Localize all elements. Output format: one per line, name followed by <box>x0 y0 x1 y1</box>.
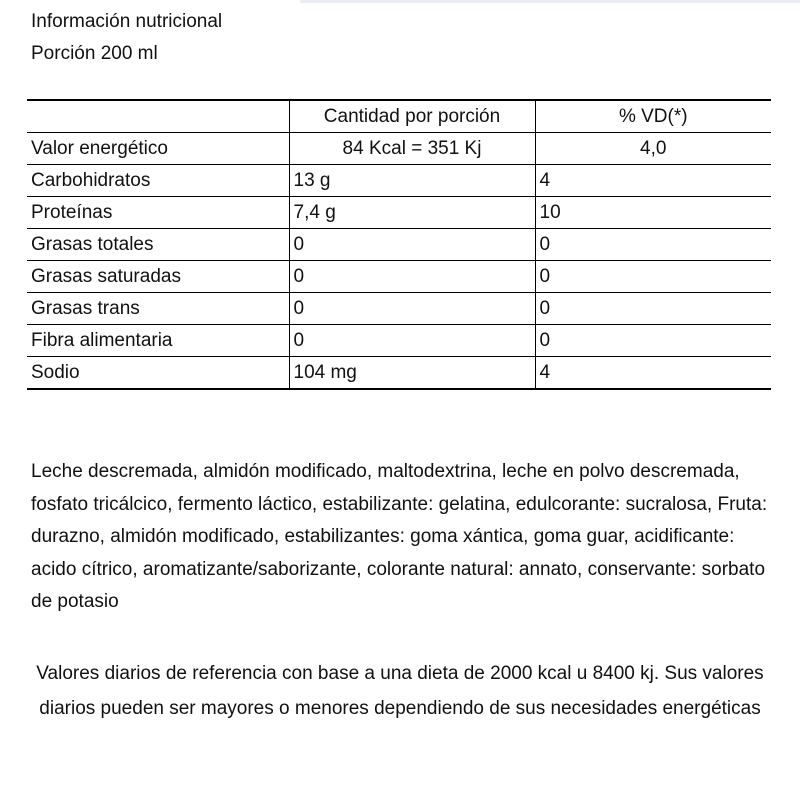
table-row <box>27 197 771 229</box>
nutrient-vd: 0 <box>535 293 771 325</box>
nutrient-vd: 0 <box>535 261 771 293</box>
nutrient-label: Grasas saturadas <box>27 261 289 293</box>
table-row <box>27 325 771 357</box>
nutrient-label: Valor energético <box>27 133 289 165</box>
nutrient-label: Grasas trans <box>27 293 289 325</box>
nutrient-amount: 0 <box>289 293 535 325</box>
nutrient-amount: 7,4 g <box>289 197 535 229</box>
table-row <box>27 293 771 325</box>
nutrient-label: Proteínas <box>27 197 289 229</box>
nutrient-vd: 10 <box>535 197 771 229</box>
header-cell-vd: % VD(*) <box>535 100 771 133</box>
daily-values-footnote: Valores diarios de referencia con base a una dieta de 2000 kcal u 8400 kj. Sus valores diarios pueden ser mayores o menores dependiendo de sus necesidades energéticas <box>36 663 764 719</box>
nutrient-amount: 84 Kcal = 351 Kj <box>289 133 535 165</box>
header-cell-amount: Cantidad por porción <box>289 100 535 133</box>
table-row <box>27 357 771 390</box>
table-row-energy <box>27 133 771 165</box>
nutrient-vd: 4 <box>535 165 771 197</box>
nutrient-label: Fibra alimentaria <box>27 325 289 357</box>
label-title: Información nutricional <box>31 11 223 32</box>
nutrition-table <box>27 99 771 390</box>
top-edge-strip <box>300 0 800 3</box>
nutrient-label: Sodio <box>27 357 289 390</box>
ingredients-paragraph: Leche descremada, almidón modificado, maltodextrina, leche en polvo descremada, fosfato tricálcico, fermento láctico, estabilizante: gelatina, edulcorante: sucralosa, Fruta: durazno, almidón modificado, estabilizantes: goma xántica, goma guar, acidificante: acido cítrico, aromatizante/saborizante, colorante natural: annato, conservante: sorbato de potasio <box>31 461 768 612</box>
nutrient-label: Grasas totales <box>27 229 289 261</box>
label-header <box>31 6 222 70</box>
table-row <box>27 261 771 293</box>
table-header-row <box>27 100 771 133</box>
nutrient-amount: 0 <box>289 229 535 261</box>
table-row <box>27 165 771 197</box>
nutrient-label: Carbohidratos <box>27 165 289 197</box>
table-row <box>27 229 771 261</box>
nutrient-amount: 0 <box>289 325 535 357</box>
nutrient-vd: 0 <box>535 229 771 261</box>
nutrient-vd: 4 <box>535 357 771 390</box>
nutrient-vd: 4,0 <box>535 133 771 165</box>
nutrient-amount: 13 g <box>289 165 535 197</box>
nutrient-amount: 104 mg <box>289 357 535 390</box>
portion-size: Porción 200 ml <box>31 43 158 64</box>
nutrient-amount: 0 <box>289 261 535 293</box>
nutrient-vd: 0 <box>535 325 771 357</box>
header-cell-nutrient <box>27 100 289 133</box>
